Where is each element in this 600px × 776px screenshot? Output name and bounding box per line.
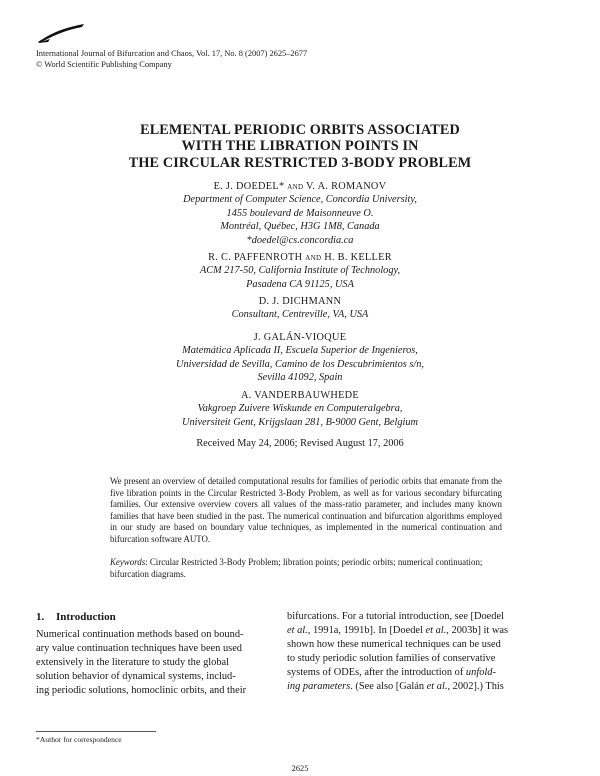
body-text: , 2003b] it was	[446, 625, 509, 636]
body-text: . (See also [Galán	[350, 681, 427, 692]
author-group	[0, 251, 600, 291]
title-line: ELEMENTAL PERIODIC ORBITS ASSOCIATED	[140, 122, 460, 138]
affiliation-line: Universidad de Sevilla, Camino de los Descubrimientos s/n,	[176, 358, 424, 370]
journal-header	[36, 48, 307, 70]
title-line: WITH THE LIBRATION POINTS IN	[181, 138, 419, 155]
affiliation-line: Vakgroep Zuivere Wiskunde en Computeralgebra,	[197, 403, 403, 415]
body-italic: et al.	[425, 625, 447, 636]
body-line	[287, 666, 552, 680]
author-names: A. VANDERBAUWHEDE	[241, 390, 359, 401]
affiliation-line: 1455 boulevard de Maisonneuve O.	[226, 207, 374, 219]
body-line	[287, 680, 552, 694]
footnote: *Author for correspondence	[36, 735, 122, 744]
affiliation-line: Montréal, Québec, H3G 1M8, Canada	[220, 221, 380, 233]
footnote-rule	[36, 731, 156, 732]
journal-citation: International Journal of Bifurcation and Chaos, Vol. 17, No. 8 (2007) 2625–2677	[36, 49, 308, 58]
affiliation-line: ACM 217-50, California Institute of Technology,	[199, 265, 401, 277]
body-line	[287, 624, 552, 638]
author-group	[0, 180, 600, 247]
body-line: shown how these numerical techniques can be used	[287, 639, 501, 650]
keywords-text: : Circular Restricted 3-Body Problem; libration points; periodic orbits; numerical continuation; bifurcation diagrams.	[110, 557, 483, 579]
author-email: *doedel@cs.concordia.ca	[246, 234, 354, 246]
right-column	[287, 610, 552, 694]
affiliation-line: Consultant, Centreville, VA, USA	[231, 309, 369, 321]
body-line: bifurcations. For a tutorial introduction, see [Doedel	[287, 611, 504, 622]
body-italic: et al.	[426, 681, 448, 692]
author-names: R. C. PAFFENROTH and H. B. KELLER	[208, 252, 392, 263]
body-text: , 2002].) This	[447, 681, 504, 692]
author-names: J. GALÁN-VIOQUE	[253, 332, 347, 343]
publisher-logo	[36, 22, 86, 44]
affiliation-line: Matemática Aplicada II, Escuela Superior de Ingenieros,	[182, 345, 418, 357]
section-number: 1.	[36, 611, 45, 623]
title-line: THE CIRCULAR RESTRICTED 3-BODY PROBLEM	[128, 154, 472, 171]
author-group	[0, 295, 600, 322]
body-line: ing periodic solutions, homoclinic orbits, and their	[36, 685, 247, 696]
body-line: ary value continuation techniques have been used	[36, 643, 243, 654]
body-text: systems of ODEs, after the introduction of	[287, 667, 466, 678]
body-italic: unfold-	[465, 667, 496, 678]
author-group	[0, 389, 600, 429]
section-heading	[36, 610, 294, 624]
section-title: Introduction	[56, 611, 116, 623]
body-line: extensively in the literature to study the global	[36, 657, 230, 668]
left-column	[36, 610, 294, 698]
author-names: D. J. DICHMANN	[258, 296, 342, 307]
received-dates: Received May 24, 2006; Revised August 17, 2006	[196, 438, 404, 449]
keywords	[110, 557, 502, 580]
affiliation-line: Department of Computer Science, Concordia University,	[183, 194, 417, 206]
affiliation-line: Sevilla 41092, Spain	[257, 372, 343, 384]
paper-title	[0, 122, 600, 171]
publisher-line: © World Scientific Publishing Company	[36, 60, 172, 69]
affiliation-line: Universiteit Gent, Krijgslaan 281, B-9000 Gent, Belgium	[182, 416, 418, 428]
body-line: to study periodic solution families of conservative	[287, 653, 496, 664]
body-line: Numerical continuation methods based on bound-	[36, 629, 244, 640]
body-line: solution behavior of dynamical systems, includ-	[36, 671, 236, 682]
author-names: E. J. DOEDEL* and V. A. ROMANOV	[213, 181, 387, 192]
affiliation-line: Pasadena CA 91125, USA	[246, 278, 354, 290]
keywords-label: Keywords	[110, 557, 146, 567]
page-number: 2625	[291, 764, 309, 773]
body-text: , 1991a, 1991b]. In [Doedel	[307, 625, 426, 636]
body-italic: et al.	[287, 625, 308, 636]
abstract: We present an overview of detailed computational results for families of periodic orbits that emanate from the five libration points in the Circular Restricted 3-Body Problem, as well as for various secondary bifurcating families. Our extensive overview covers all values of the mass-ratio parameter, and includes many known families that have been studied in the past. The numerical continuation and bifurcation algorithms employed in our study are based on boundary value techniques, as implemented in the numerical continuation and bifurcation software AUTO.	[110, 476, 502, 544]
body-italic: ing parameters	[287, 681, 351, 692]
author-group	[0, 331, 600, 385]
